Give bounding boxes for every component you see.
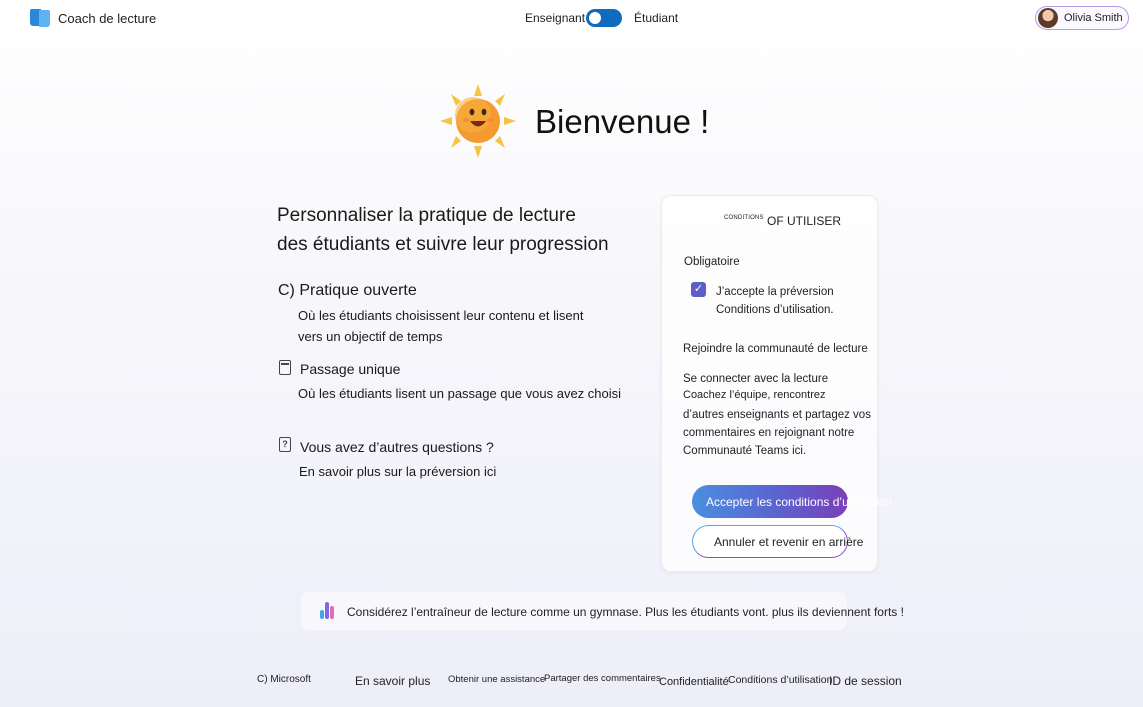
help-icon: ? [279, 437, 291, 452]
footer-session-id[interactable]: ID de session [829, 674, 902, 688]
community-line-4: commentaires en rejoignant notre [683, 427, 855, 439]
community-line-3: d’autres enseignants et partagez vos [683, 409, 871, 421]
open-practice-title: C) Pratique ouverte [278, 282, 417, 299]
questions-title: Vous avez d’autres questions ? [300, 439, 494, 455]
role-switch[interactable] [586, 9, 622, 27]
community-line-2: Coachez l’équipe, rencontrez [683, 389, 826, 401]
footer-privacy[interactable]: Confidentialité [659, 676, 729, 688]
accept-terms-line-1: J’accepte la préversion [716, 286, 834, 298]
intro-line-2: des étudiants et suivre leur progression [277, 234, 609, 255]
intro-line-1: Personnaliser la pratique de lecture [277, 205, 576, 226]
role-label-student: Étudiant [634, 11, 679, 25]
preview-learn-more-link[interactable]: En savoir plus sur la préversion ici [299, 464, 497, 479]
terms-title [724, 214, 841, 228]
footer-copyright: C) Microsoft [257, 674, 311, 685]
terms-title-rest: OF UTILISER [767, 214, 842, 228]
page-title: Bienvenue ! [535, 103, 710, 140]
role-toggle [525, 9, 678, 27]
open-practice-desc-line-2: vers un objectif de temps [298, 329, 443, 344]
switch-knob [589, 12, 601, 24]
community-line-1: Se connecter avec la lecture [683, 373, 829, 385]
book-icon [279, 360, 291, 375]
accept-terms-button[interactable]: Accepter les conditions d’utilisation [692, 485, 848, 518]
tip-text: Considérez l’entraîneur de lecture comme un gymnase. Plus les étudiants vont. plus ils deviennent forts ! [347, 605, 904, 619]
footer-support[interactable]: Obtenir une assistance [448, 674, 546, 685]
open-practice-desc-line-1: Où les étudiants choisissent leur contenu et lisent [298, 308, 584, 323]
footer-feedback[interactable]: Partager des commentaires [544, 673, 661, 684]
footer-learn-more[interactable]: En savoir plus [355, 674, 431, 688]
reading-coach-logo-icon [30, 8, 50, 28]
user-name: Olivia Smith [1064, 12, 1123, 24]
single-passage-description: Où les étudiants lisent un passage que vous avez choisi [298, 386, 622, 401]
role-label-teacher: Enseignant [525, 11, 586, 25]
accept-terms-checkbox[interactable]: ✓ [691, 282, 706, 297]
intro-heading [277, 201, 637, 259]
required-label: Obligatoire [684, 256, 740, 268]
cancel-button[interactable]: Annuler et revenir en arrière [692, 525, 848, 558]
app-title: Coach de lecture [58, 10, 157, 26]
community-title: Rejoindre la communauté de lecture [683, 343, 868, 355]
terms-title-small: CONDITIONS [724, 215, 764, 221]
user-menu[interactable] [1035, 6, 1129, 30]
community-teams-link[interactable]: Communauté Teams ici. [683, 445, 807, 457]
footer-terms[interactable]: Conditions d’utilisation [728, 674, 833, 686]
sun-icon [440, 84, 516, 158]
tip-banner [301, 592, 904, 630]
app-brand[interactable] [30, 8, 156, 28]
accept-terms-line-2[interactable]: Conditions d’utilisation. [716, 304, 834, 316]
terms-card [661, 195, 893, 572]
single-passage-title: Passage unique [300, 361, 401, 377]
top-bar [0, 0, 1143, 38]
avatar [1038, 8, 1058, 28]
open-practice-description [298, 305, 583, 347]
chart-icon [320, 601, 338, 619]
